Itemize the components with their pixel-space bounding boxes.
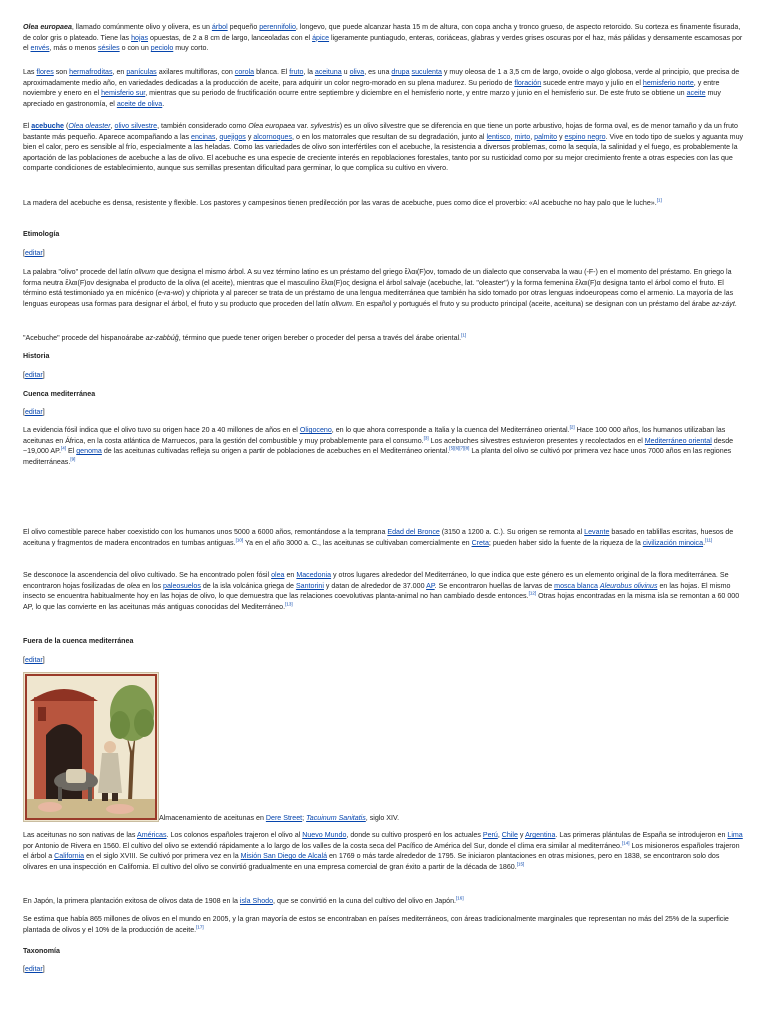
link-apice[interactable]: ápice xyxy=(312,33,330,42)
link-quejigos[interactable]: quejigos xyxy=(219,132,246,141)
link-encinas[interactable]: encinas xyxy=(191,132,216,141)
link-paniculas[interactable]: panículas xyxy=(126,68,157,76)
citation[interactable]: [16] xyxy=(456,895,464,901)
citation[interactable]: [9] xyxy=(70,456,76,462)
link-aceite[interactable]: aceite xyxy=(686,89,706,97)
link-hojas[interactable]: hojas xyxy=(131,33,149,42)
link-tacuinum-sanitatis[interactable]: Tacuinum Sanitatis xyxy=(306,814,366,822)
link-isla-shodo[interactable]: isla Shodo xyxy=(239,897,274,905)
edit-link[interactable]: editar xyxy=(24,249,43,257)
link-suculenta[interactable]: suculenta xyxy=(411,68,442,76)
link-dere-street[interactable]: Dere Street xyxy=(265,814,303,822)
link-enves[interactable]: envés xyxy=(30,44,50,52)
link-nuevo-mundo[interactable]: Nuevo Mundo xyxy=(302,831,347,839)
link-levante[interactable]: Levante xyxy=(584,528,610,536)
citation[interactable]: [13] xyxy=(285,601,293,607)
edit-link[interactable]: editar xyxy=(24,656,43,664)
link-lentisco[interactable]: lentisco xyxy=(486,132,511,141)
link-hemisferio-sur[interactable]: hemisferio sur xyxy=(101,89,146,97)
citation[interactable]: [3] xyxy=(423,435,429,441)
paragraph-madera: La madera del acebuche es densa, resistente y flexible. Los pastores y campesinos tienen predilección por las varas de acebuche, pues como dice el proverbio: «Al acebuche no hay palo que le luche».[1] xyxy=(23,197,662,207)
paragraph-flowers: Las flores son hermafroditas, en panículas axilares multifloras, con corola blanca. El fruto, la aceituna u oliva, es una drupa suculenta y muy oleosa de 1 a 3,5 cm de largo, ovoide o algo globosa, verde al principio, que precisa de aproximadamente medio año, en variedades dedicadas a la producción de aceite, para adquirir un color negro-morado en su plena madurez. Su periodo de floración sucede entre mayo y julio en el hemisferio norte, y entre noviembre y enero en el hemisferio sur, mientras que su periodo de fructificación ocurre entre septiembre y diciembre en el hemisferio norte, y entre marzo y junio en el hemisferio sur. De este fruto se obtiene un aceite muy apreciado en gastronomía, el aceite de oliva. xyxy=(23,68,740,108)
link-aleurobus-olivinus[interactable]: Aleurobus olivinus xyxy=(599,581,658,590)
link-fruto[interactable]: fruto xyxy=(289,68,304,76)
edit-link[interactable]: editar xyxy=(24,371,43,379)
link-aceituna[interactable]: aceituna xyxy=(314,68,342,76)
citation[interactable]: [1] xyxy=(461,332,467,338)
heading-cuenca-mediterranea: Cuenca mediterránea xyxy=(23,390,96,398)
link-paleosuelos[interactable]: paleosuelos xyxy=(163,581,201,590)
citation[interactable]: [2] xyxy=(569,424,575,430)
paragraph-estimacion: Se estima que había 865 millones de olivos en el mundo en 2005, y la gran mayoría de estos se encontraban en países mediterráneos, con áreas tradicionalmente marginales que representan no más del 25% de la superficie plantada de olivos y el 10% de la producción de aceite.[17] xyxy=(23,915,729,934)
paragraph-japon: En Japón, la primera plantación exitosa de olivos data de 1908 en la isla Shodo, que se convirtió en la cuna del cultivo del olivo en Japón.[16] xyxy=(23,895,464,905)
citation[interactable]: [17] xyxy=(196,924,204,930)
link-creta[interactable]: Creta xyxy=(471,538,489,547)
link-mirto[interactable]: mirto xyxy=(514,132,531,141)
edit-section-cuenca: [editar] xyxy=(23,408,45,416)
citation[interactable]: [12] xyxy=(528,590,537,596)
paragraph-evidencia-fosil: La evidencia fósil indica que el olivo tuvo su origen hace 20 a 40 millones de años en el Oligoceno, en lo que ahora corresponde a Italia y la cuenca del Mediterráneo oriental.[2] Hace 100 000 años, los humanos utilizaban las aceitunas en África, en la costa atlántica de Marruecos, para la gestión del combustible y muy probablemente para el consumo.[3] Los acebuches silvestres estuvieron presentes y recolectados en el Mediterráneo oriental desde ~19,000 AP.[4] El genoma de las aceitunas cultivadas refleja su origen a partir de poblaciones de acebuches en el Mediterráneo oriental.[5][6][7][8] La planta del olivo se cultivó por primera vez hace unos 7000 años en las regiones mediterráneas.[9] xyxy=(23,424,734,466)
link-alcornoques[interactable]: alcornoques xyxy=(253,132,293,141)
link-aceite-de-oliva[interactable]: aceite de oliva xyxy=(116,99,163,108)
heading-taxonomia: Taxonomía xyxy=(23,947,60,955)
link-olea-oleaster[interactable]: Olea oleaster xyxy=(68,122,111,130)
paragraph-description: Olea europaea, llamado comúnmente olivo y olivera, es un árbol pequeño perennifolio, longevo, que puede alcanzar hasta 15 m de altura, con copa ancha y tronco grueso, de aspecto retorcido. Su corteza es finamente fisurada, de color gris o plateado. Tiene las hojas opuestas, de 2 a 8 cm de largo, lanceoladas con el ápice ligeramente puntiagudo, enteras, coriáceas, glabras y verdes grises oscuras por el haz, más pálidas y densamente escamosas por el envés, más o menos sésiles o con un peciolo muy corto. xyxy=(23,23,743,52)
link-lima[interactable]: Lima xyxy=(727,831,743,839)
heading-fuera-cuenca: Fuera de la cuenca mediterránea xyxy=(23,637,134,645)
link-arbol[interactable]: árbol xyxy=(211,23,228,31)
link-corola[interactable]: corola xyxy=(234,68,255,76)
link-perennifolio[interactable]: perennifolio xyxy=(259,23,296,31)
edit-link[interactable]: editar xyxy=(24,965,43,973)
paragraph-americas: Las aceitunas no son nativas de las Américas. Los colonos españoles trajeron el olivo al Nuevo Mundo, donde su cultivo prosperó en los actuales Perú, Chile y Argentina. Las primeras plántulas de España se introdujeron en Lima por Antonio de Rivera en 1560. El cultivo del olivo se extendió rápidamente a lo largo de los valles de la costa seca del Pacífico de América del Sur, donde el clima era similar al mediterráneo.[14] Los misioneros españoles trajeron el árbol a California en el siglo XVIII. Se cultivó por primera vez en la Misión San Diego de Alcalá en 1769 o más tarde alrededor de 1795. Se iniciaron plantaciones en otras misiones, pero en 1838, se encontraron solo dos olivares en una inspección en California. El cultivo del olivo se convirtió gradualmente en una empresa comercial de gran éxito a partir de la década de 1860.[15] xyxy=(23,831,743,871)
olive-storage-illustration[interactable] xyxy=(23,672,159,822)
link-civilizacion-minoica[interactable]: civilización minoica xyxy=(642,538,704,547)
link-floracion[interactable]: floración xyxy=(514,78,542,87)
paragraph-ascendencia: Se desconoce la ascendencia del olivo cultivado. Se ha encontrado polen fósil olea en Macedonia y otros lugares alrededor del Mediterráneo, lo que indica que este género es un elemento original de la flora mediterránea. Se encontraron hojas fosilizadas de olea en los paleosuelos de la isla volcánica griega de Santorini y datan de alrededor de 37.000 AP. Se encontraron huellas de larvas de mosca blanca Aleurobus olivinus en las hojas. El mismo insecto se encuentra habitualmente hoy en las hojas de olivo, lo que demuestra que las relaciones coevolutivas planta-animal no han cambiado desde entonces.[12] Otras hojas encontradas en la misma isla se remontan a 60 000 AP, lo que las convierte en las aceitunas más antiguas conocidas del Mediterráneo.[13] xyxy=(23,571,740,611)
link-sesiles[interactable]: sésiles xyxy=(97,44,120,52)
paragraph-etimologia: La palabra "olivo" procede del latín olīvum que designa el mismo árbol. A su vez término latino es un préstamo del griego ἔλαι(F)ον, tomado de un dialecto que conservaba la wau (-F-) en el momento del préstamo. En griego la forma neutra ἔλαι(F)ον designaba el producto de la oliva (el aceite), mientras que el masculino ἔλαι(F)ος designa el árbol salvaje (acebuche, lat. "oleaster") y la forma femenina ἔλαι(F)α designa tanto el árbol como el fruto. El término está testimoniado ya en micénico (e-ra-wo) y chipriota y al parecer se trata de un préstamo de una lengua mediterránea que también ha sido tomado por otras lenguas indoeuropeas como el armenio. La mayoría de las lenguas europeas usa formas para designar el árbol, el fruto y su producto que proceden del latín olīvum. En español y portugués el fruto y su producto principal (aceite, aceituna) se designan con un préstamo del árabe az-záyt. xyxy=(23,268,737,308)
paragraph-edad-bronce: El olivo comestible parece haber coexistido con los humanos unos 5000 a 6000 años, remontándose a la temprana Edad del Bronce (3150 a 1200 a. C.). Su origen se remonta al Levante basado en tablillas escritas, huesos de aceituna y fragmentos de madera encontrados en tumbas antiguas.[10] Ya en el año 3000 a. C., las aceitunas se cultivaban comercialmente en Creta; pueden haber sido la fuente de la riqueza de la civilización minoica.[11] xyxy=(23,528,734,547)
link-americas[interactable]: Américas xyxy=(136,831,167,839)
link-drupa[interactable]: drupa xyxy=(391,68,410,76)
paragraph-acebuche: El acebuche (Olea oleaster, olivo silvestre, también considerado como Olea europaea var. sylvestris) es un olivo silvestre que se diferencia en que tiene un porte arbustivo, hojas de forma oval, es de menor tamaño y da un fruto bastante más pequeño. Aparece acompañando a las encinas, quejigos y alcornoques, o en los matorrales que resultan de su degradación, junto al lentisco, mirto, palmito y espino negro. Vive en todo tipo de suelos y aguanta muy bien el calor, pero es sensible al frío, especialmente a las heladas. Como las variedades de olivo son interfértiles con el acebuche, la resistencia a diversos problemas, como la sequía, la salinidad y el fuego, es probablemente la aportación de las poblaciones de acebuche a las de olivo. El acebuche es una especie de creciente interés en repoblaciones forestales, tanto por su rusticidad como por su mejor crecimiento frente a otras especies con las que comparte condiciones de establecimiento, aunque sus semillas presentan dificultad para germinar, lo que complica su cultivo en vivero. xyxy=(23,122,744,172)
link-peciolo[interactable]: peciolo xyxy=(150,44,174,52)
citation[interactable]: [14] xyxy=(621,840,630,846)
link-hermafroditas[interactable]: hermafroditas xyxy=(69,68,113,76)
citation[interactable]: [11] xyxy=(705,537,713,543)
link-espino-negro[interactable]: espino negro xyxy=(564,132,606,141)
link-genoma[interactable]: genoma xyxy=(76,447,102,455)
link-macedonia[interactable]: Macedonia xyxy=(296,571,332,579)
link-mision-san-diego[interactable]: Misión San Diego de Alcalá xyxy=(240,852,328,860)
link-oliva[interactable]: oliva xyxy=(349,68,365,76)
link-california[interactable]: California xyxy=(54,852,85,860)
link-palmito[interactable]: palmito xyxy=(534,132,558,141)
link-olea[interactable]: olea xyxy=(271,571,285,579)
link-oligoceno[interactable]: Oligoceno xyxy=(299,426,332,434)
citation[interactable]: [4] xyxy=(60,445,66,451)
citation[interactable]: [1] xyxy=(656,197,662,203)
link-mediterraneo-oriental[interactable]: Mediterráneo oriental xyxy=(644,436,712,445)
edit-section-etimologia: [editar] xyxy=(23,249,45,257)
edit-section-taxonomia: [editar] xyxy=(23,965,45,973)
link-acebuche[interactable]: acebuche xyxy=(31,122,65,130)
edit-link[interactable]: editar xyxy=(24,408,43,416)
citation[interactable]: [5][6][7][8] xyxy=(449,445,470,451)
edit-section-historia: [editar] xyxy=(23,371,45,379)
link-hemisferio-norte[interactable]: hemisferio norte xyxy=(642,78,694,87)
link-chile[interactable]: Chile xyxy=(501,831,518,839)
link-mosca-blanca[interactable]: mosca blanca xyxy=(554,581,598,590)
citation[interactable]: [10] xyxy=(235,537,244,543)
image-caption: Almacenamiento de aceitunas en Dere Street; Tacuinum Sanitatis, siglo XIV. xyxy=(159,814,400,822)
link-santorini[interactable]: Santorini xyxy=(295,581,324,590)
heading-historia: Historia xyxy=(23,352,50,360)
paragraph-acebuche-origen: "Acebuche" procede del hispanoárabe az-zabbúǧ, término que puede tener origen bereber o proceder del persa a través del árabe oriental.[1] xyxy=(23,332,467,342)
link-ap[interactable]: AP xyxy=(426,581,435,590)
link-argentina[interactable]: Argentina xyxy=(525,831,556,839)
edit-section-fuera: [editar] xyxy=(23,656,45,664)
link-olivo-silvestre[interactable]: olivo silvestre xyxy=(114,122,158,130)
illustration-drawing xyxy=(24,673,158,821)
citation[interactable]: [15] xyxy=(516,861,525,867)
heading-etimologia: Etimología xyxy=(23,230,60,238)
link-peru[interactable]: Perú xyxy=(482,831,498,839)
link-edad-del-bronce[interactable]: Edad del Bronce xyxy=(387,528,440,536)
link-flores[interactable]: flores xyxy=(36,68,54,76)
